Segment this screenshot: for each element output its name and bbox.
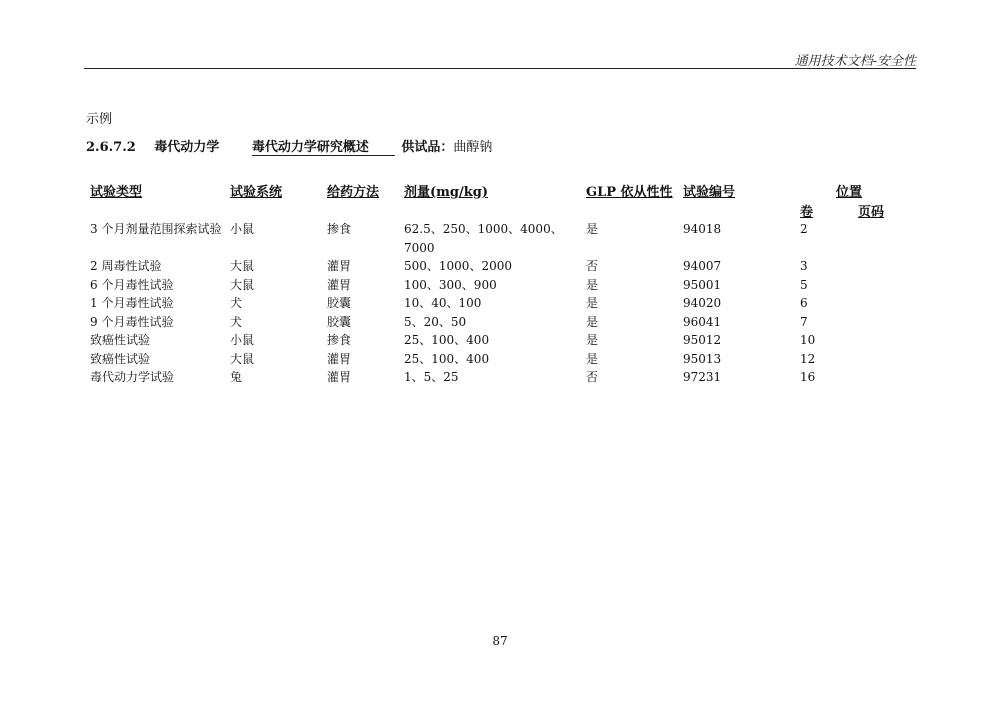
cell-page xyxy=(858,368,898,387)
cell-study: 95001 xyxy=(683,277,722,292)
cell-volume: 6 xyxy=(800,296,808,310)
section-heading xyxy=(86,136,492,156)
cell-glp: 是 xyxy=(586,222,599,236)
cell-type: 3 个月剂量范围探索试验 xyxy=(90,222,222,236)
cell-page xyxy=(858,350,898,369)
cell-route: 胶囊 xyxy=(327,314,352,329)
cell-page xyxy=(858,220,898,257)
section-subtitle: 毒代动力学研究概述 xyxy=(252,136,395,156)
cell-route: 掺食 xyxy=(327,333,352,347)
cell-volume: 12 xyxy=(800,351,816,366)
table-row xyxy=(90,331,898,350)
table-row xyxy=(90,313,898,332)
document-header-title: 通用技术文档-安全性 xyxy=(794,54,916,69)
cell-dose: 100、300、900 xyxy=(404,277,497,292)
cell-type: 6 个月毒性试验 xyxy=(90,277,174,292)
cell-type: 毒代动力学试验 xyxy=(90,370,175,384)
cell-type: 致癌性试验 xyxy=(90,351,151,366)
example-label: 示例 xyxy=(86,112,113,127)
table-row xyxy=(90,257,898,276)
header-test-system: 试验系统 xyxy=(230,185,283,200)
section-number: 2.6.7.2 xyxy=(86,140,136,155)
cell-page xyxy=(858,257,898,276)
cell-type: 2 周毒性试验 xyxy=(90,259,162,273)
cell-glp: 是 xyxy=(586,277,599,292)
cell-system: 大鼠 xyxy=(230,259,255,273)
supply-value: 曲醇钠 xyxy=(453,140,493,155)
cell-route: 掺食 xyxy=(327,222,352,236)
cell-study: 97231 xyxy=(683,370,722,384)
header-page: 页码 xyxy=(858,205,885,220)
cell-system: 小鼠 xyxy=(230,222,255,236)
header-route: 给药方法 xyxy=(327,185,380,200)
cell-dose: 1、5、25 xyxy=(404,370,459,384)
cell-volume: 5 xyxy=(800,277,808,292)
cell-glp: 是 xyxy=(586,351,599,366)
cell-volume: 3 xyxy=(800,259,808,273)
cell-page xyxy=(858,294,898,313)
cell-system: 犬 xyxy=(230,296,243,310)
cell-glp: 是 xyxy=(586,333,599,347)
header-dose: 剂量(mg/kg) xyxy=(404,185,488,200)
cell-page xyxy=(858,313,898,332)
table-row xyxy=(90,368,898,387)
cell-route: 灌胃 xyxy=(327,259,352,273)
cell-glp: 否 xyxy=(586,370,599,384)
cell-study: 95013 xyxy=(683,351,722,366)
cell-dose: 25、100、400 xyxy=(404,333,490,347)
cell-system: 兔 xyxy=(230,370,243,384)
cell-route: 灌胃 xyxy=(327,351,352,366)
table-header-row xyxy=(90,181,898,201)
cell-type: 致癌性试验 xyxy=(90,333,151,347)
cell-route: 灌胃 xyxy=(327,370,352,384)
header-position: 位置 xyxy=(835,185,862,200)
page-number: 87 xyxy=(492,634,508,648)
cell-system: 大鼠 xyxy=(230,277,255,292)
cell-route: 灌胃 xyxy=(327,277,352,292)
supply-label: 供试品： xyxy=(401,140,454,155)
table-row xyxy=(90,276,898,295)
cell-dose: 500、1000、2000 xyxy=(404,259,512,273)
cell-page xyxy=(858,331,898,350)
header-glp: GLP 依从性性 xyxy=(586,185,673,200)
cell-volume: 2 xyxy=(800,222,808,236)
cell-glp: 是 xyxy=(586,296,599,310)
cell-dose: 10、40、100 xyxy=(404,296,482,310)
table-subheader-row xyxy=(90,201,898,220)
table-row xyxy=(90,294,898,313)
cell-route: 胶囊 xyxy=(327,296,352,310)
header-volume: 卷 xyxy=(800,205,814,220)
cell-dose: 62.5、250、1000、4000、7000 xyxy=(404,222,563,255)
cell-volume: 10 xyxy=(800,333,816,347)
cell-dose: 25、100、400 xyxy=(404,351,490,366)
cell-study: 94007 xyxy=(683,259,722,273)
section-title: 毒代动力学 xyxy=(154,140,220,155)
cell-study: 94020 xyxy=(683,296,722,310)
study-table xyxy=(90,181,898,387)
cell-volume: 16 xyxy=(800,370,816,384)
cell-study: 96041 xyxy=(683,314,722,329)
header-study-number: 试验编号 xyxy=(683,185,736,200)
table-row xyxy=(90,220,898,257)
cell-type: 1 个月毒性试验 xyxy=(90,296,174,310)
cell-study: 94018 xyxy=(683,222,722,236)
table-body xyxy=(90,220,898,387)
cell-glp: 是 xyxy=(586,314,599,329)
cell-glp: 否 xyxy=(586,259,599,273)
cell-system: 大鼠 xyxy=(230,351,255,366)
cell-volume: 7 xyxy=(800,314,808,329)
cell-dose: 5、20、50 xyxy=(404,314,467,329)
table-row xyxy=(90,350,898,369)
cell-type: 9 个月毒性试验 xyxy=(90,314,174,329)
cell-system: 小鼠 xyxy=(230,333,255,347)
cell-page xyxy=(858,276,898,295)
cell-study: 95012 xyxy=(683,333,722,347)
header-test-type: 试验类型 xyxy=(90,185,143,200)
cell-system: 犬 xyxy=(230,314,243,329)
header-divider xyxy=(84,68,916,69)
